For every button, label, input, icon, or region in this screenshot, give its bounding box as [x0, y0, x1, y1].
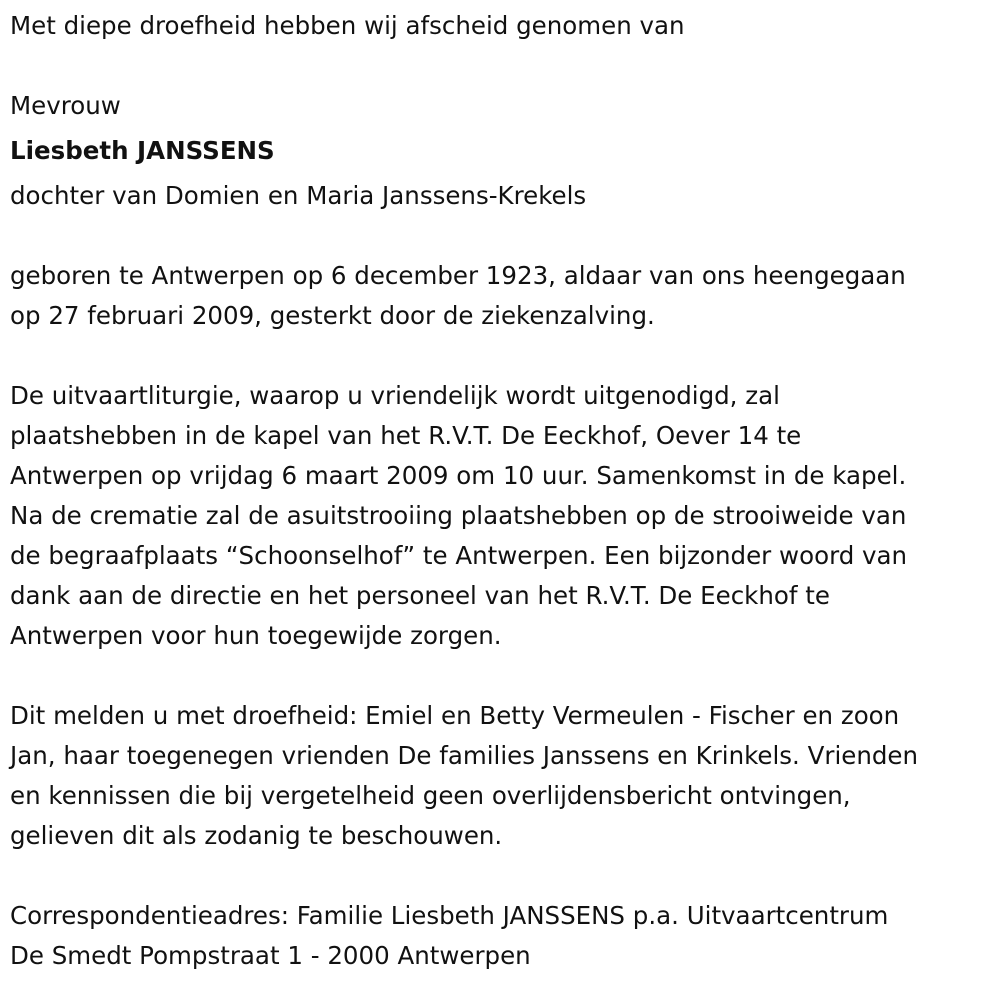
- paragraph-line: gelieven dit als zodanig te beschouwen.: [10, 821, 503, 850]
- paragraph-line: Jan, haar toegenegen vrienden De families Janssens en Krinkels. Vrienden: [10, 741, 919, 770]
- paragraph-line: en kennissen die bij vergetelheid geen overlijdensbericht ontvingen,: [10, 781, 851, 810]
- paragraph-line: De uitvaartliturgie, waarop u vriendelijk wordt uitgenodigd, zal: [10, 381, 780, 410]
- obituary-notice: [10, 6, 918, 976]
- intro-text: Met diepe droefheid hebben wij afscheid genomen van: [10, 11, 685, 40]
- paragraph-line: Dit melden u met droefheid: Emiel en Betty Vermeulen - Fischer en zoon: [10, 701, 900, 730]
- birth-death-paragraph: [10, 256, 918, 336]
- paragraph-line: Antwerpen op vrijdag 6 maart 2009 om 10 uur. Samenkomst in de kapel.: [10, 461, 907, 490]
- paragraph-line: plaatshebben in de kapel van het R.V.T. De Eeckhof, Oever 14 te: [10, 421, 802, 450]
- paragraph-line: Correspondentieadres: Familie Liesbeth JANSSENS p.a. Uitvaartcentrum: [10, 901, 889, 930]
- paragraph-line: dank aan de directie en het personeel van het R.V.T. De Eeckhof te: [10, 581, 830, 610]
- funeral-paragraph: [10, 376, 918, 656]
- announcers-paragraph: [10, 696, 918, 856]
- paragraph-line: Na de crematie zal de asuitstrooiing plaatshebben op de strooiweide van: [10, 501, 907, 530]
- paragraph-line: De Smedt Pompstraat 1 - 2000 Antwerpen: [10, 941, 531, 970]
- parents-text: dochter van Domien en Maria Janssens-Krekels: [10, 181, 587, 210]
- salutation: Mevrouw: [10, 91, 121, 120]
- deceased-name: Liesbeth JANSSENS: [10, 136, 275, 165]
- paragraph-line: geboren te Antwerpen op 6 december 1923, aldaar van ons heengegaan: [10, 261, 906, 290]
- paragraph-line: op 27 februari 2009, gesterkt door de ziekenzalving.: [10, 301, 655, 330]
- paragraph-line: Antwerpen voor hun toegewijde zorgen.: [10, 621, 502, 650]
- paragraph-line: de begraafplaats “Schoonselhof” te Antwerpen. Een bijzonder woord van: [10, 541, 908, 570]
- address-paragraph: [10, 896, 918, 976]
